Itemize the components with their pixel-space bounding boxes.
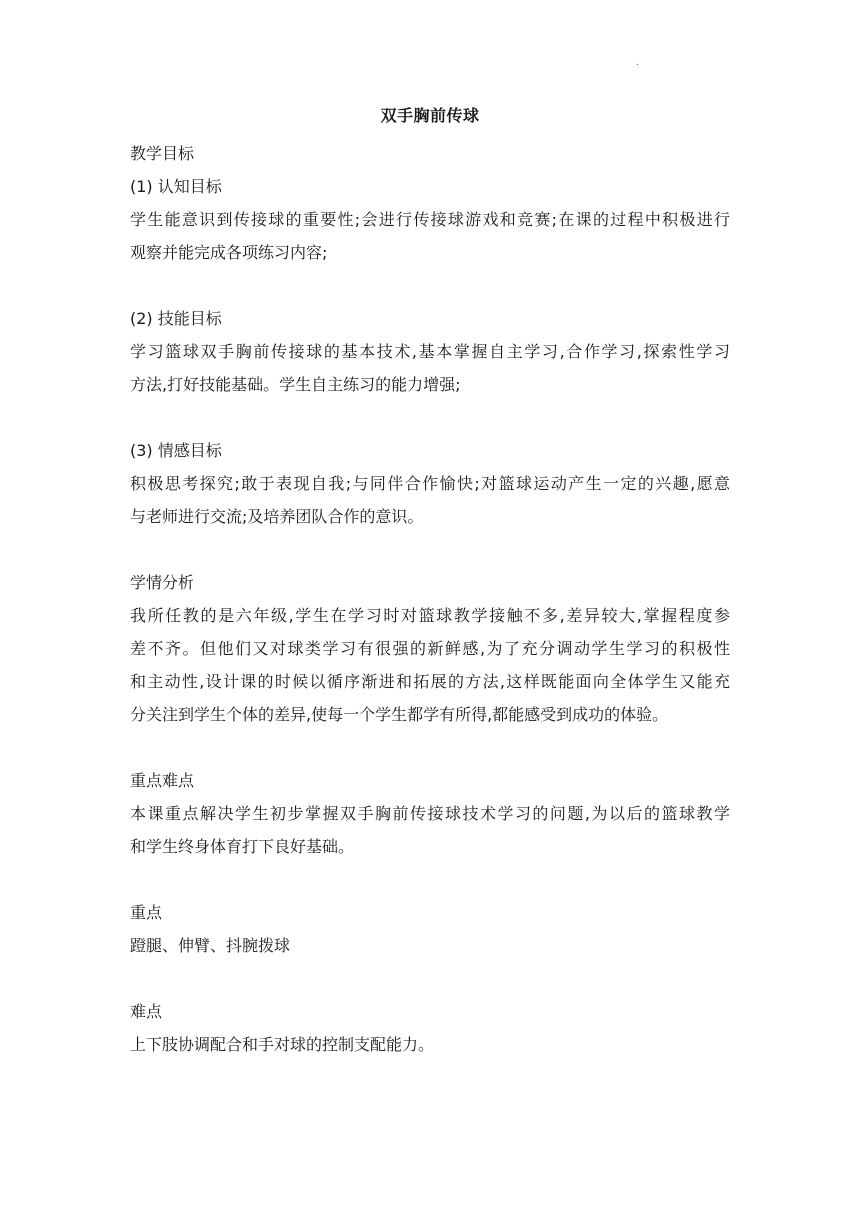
analysis-line: 分关注到学生个体的差异,使每一个学生都学有所得,都能感受到成功的体验。 [130,705,669,724]
key-difficult-heading: 重点难点 [130,771,195,790]
blank-line [130,863,730,896]
skill-objective-heading: (2) 技能目标 [130,309,222,328]
cognitive-objective-line: 观察并能完成各项练习内容; [130,243,328,262]
skill-objective-line: 方法,打好技能基础。学生自主练习的能力增强; [130,375,461,394]
difficulties-text: 上下肢协调配合和手对球的控制支配能力。 [130,1035,435,1054]
key-difficult-line: 本课重点解决学生初步掌握双手胸前传接球技术学习的问题,为以后的篮球教学 [130,804,730,823]
objectives-heading: 教学目标 [130,144,195,163]
analysis-line: 和主动性,设计课的时候以循序渐进和拓展的方法,这样既能面向全体学生又能充 [130,672,730,691]
document-title: 双手胸前传球 [380,106,480,125]
affective-objective-line: 与老师进行交流;及培养团队合作的意识。 [130,507,424,526]
corner-mark: . [636,58,639,68]
blank-line [130,731,730,764]
key-difficult-line: 和学生终身体育打下良好基础。 [130,837,355,856]
blank-line [130,962,730,995]
affective-objective-line: 积极思考探究;敢于表现自我;与同伴合作愉快;对篮球运动产生一定的兴趣,愿意 [130,474,730,493]
key-points-text: 蹬腿、伸臂、抖腕拨球 [130,936,291,955]
analysis-line: 差不齐。但他们又对球类学习有很强的新鲜感,为了充分调动学生学习的积极性 [130,639,730,658]
skill-objective-line: 学习篮球双手胸前传接球的基本技术,基本掌握自主学习,合作学习,探索性学习 [130,342,730,361]
difficulties-heading: 难点 [130,1002,163,1021]
key-points-heading: 重点 [130,903,163,922]
analysis-line: 我所任教的是六年级,学生在学习时对篮球教学接触不多,差异较大,掌握程度参 [130,606,730,625]
blank-line [130,533,730,566]
document-body [130,137,730,1061]
cognitive-objective-line: 学生能意识到传接球的重要性;会进行传接球游戏和竞赛;在课的过程中积极进行 [130,210,730,229]
blank-line [130,269,730,302]
blank-line [130,401,730,434]
analysis-heading: 学情分析 [130,573,195,592]
cognitive-objective-heading: (1) 认知目标 [130,177,222,196]
affective-objective-heading: (3) 情感目标 [130,441,222,460]
